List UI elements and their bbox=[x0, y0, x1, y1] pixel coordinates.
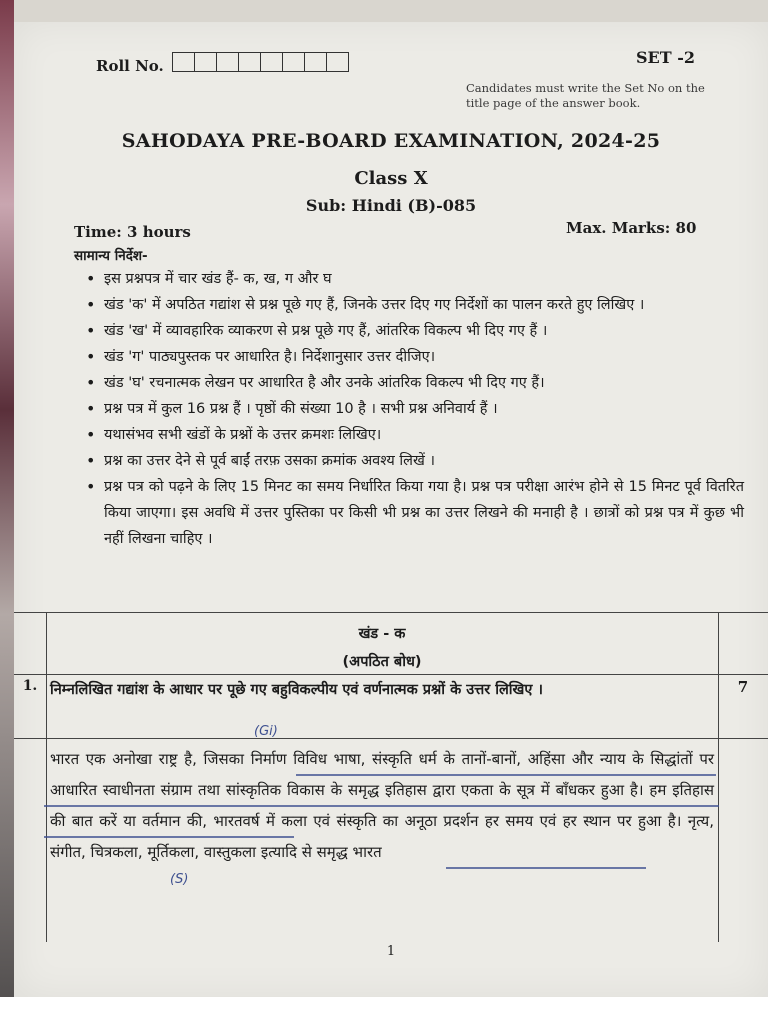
table-rule bbox=[14, 612, 768, 613]
background-edge bbox=[0, 0, 14, 1024]
section-heading bbox=[46, 620, 718, 676]
table-rule bbox=[14, 738, 768, 739]
roll-number-label: Roll No. bbox=[96, 57, 164, 75]
instruction-item: • खंड 'ख' में व्यावहारिक व्याकरण से प्रश्न पूछे गए हैं, आंतरिक विकल्प भी दिए गए हैं । bbox=[74, 318, 744, 344]
max-marks-label: Max. Marks: 80 bbox=[566, 219, 697, 237]
table-rule bbox=[718, 612, 719, 942]
exam-paper bbox=[14, 22, 768, 997]
pen-underline bbox=[44, 836, 294, 838]
question-text: निम्नलिखित गद्यांश के आधार पर पूछे गए बहुविकल्पीय एवं वर्णनात्मक प्रश्नों के उत्तर लिखिए । bbox=[50, 682, 543, 698]
general-instructions-heading: सामान्य निर्देश- bbox=[74, 248, 148, 264]
exam-title: SAHODAYA PRE-BOARD EXAMINATION, 2024-25 bbox=[121, 130, 661, 152]
roll-box bbox=[195, 53, 217, 71]
roll-box bbox=[261, 53, 283, 71]
instruction-item: • प्रश्न का उत्तर देने से पूर्व बाईं तरफ़ उसका क्रमांक अवश्य लिखें । bbox=[74, 448, 744, 474]
instruction-item: • इस प्रश्नपत्र में चार खंड हैं- क, ख, ग और घ bbox=[74, 266, 744, 292]
roll-box bbox=[217, 53, 239, 71]
pen-underline bbox=[296, 774, 716, 776]
instruction-item: • यथासंभव सभी खंडों के प्रश्नों के उत्तर क्रमशः लिखिए। bbox=[74, 422, 744, 448]
pen-underline bbox=[446, 867, 646, 869]
handwritten-mark: (Gi) bbox=[254, 724, 278, 739]
roll-box bbox=[327, 53, 348, 71]
roll-box bbox=[305, 53, 327, 71]
roll-box bbox=[283, 53, 305, 71]
pen-underline bbox=[44, 805, 719, 807]
instruction-item: • खंड 'घ' रचनात्मक लेखन पर आधारित है और उनके आंतरिक विकल्प भी दिए गए हैं। bbox=[74, 370, 744, 396]
handwritten-mark: (S) bbox=[170, 872, 189, 887]
set-note: Candidates must write the Set No on the title page of the answer book. bbox=[466, 81, 705, 110]
instructions-list bbox=[74, 266, 744, 552]
question-number: 1. bbox=[22, 678, 38, 694]
roll-box bbox=[239, 53, 261, 71]
subject-label: Sub: Hindi (B)-085 bbox=[305, 196, 477, 215]
page-number: 1 bbox=[386, 944, 396, 959]
section-title: खंड - क bbox=[358, 626, 406, 642]
instruction-item: • खंड 'ग' पाठ्यपुस्तक पर आधारित है। निर्देशानुसार उत्तर दीजिए। bbox=[74, 344, 744, 370]
question-marks: 7 bbox=[737, 678, 749, 696]
class-label: Class X bbox=[354, 168, 428, 189]
background-bottom bbox=[0, 997, 768, 1024]
instruction-item: • खंड 'क' में अपठित गद्यांश से प्रश्न पूछे गए हैं, जिनके उत्तर दिए गए निर्देशों का पालन करते हुए लिखिए । bbox=[74, 292, 744, 318]
roll-box bbox=[173, 53, 195, 71]
passage-text: भारत एक अनोखा राष्ट्र है, जिसका निर्माण विविध भाषा, संस्कृति धर्म के तानों-बानों, अहिंसा और न्याय के सिद्धांतों पर आधारित स्वाधीनता संग्राम तथा सांस्कृतिक विकास के समृद्ध इतिहास द्वारा एकता के सूत्र में बाँधकर हुआ है। हम इतिहास की बात करें या वर्तमान की, भारतवर्ष में कला एवं संस्कृति का अनूठा प्रदर्शन हर समय एवं हर स्थान पर हुआ है। नृत्य, संगीत, चित्रकला, मूर्तिकला, वास्तुकला इत्यादि से समृद्ध भारत bbox=[50, 750, 714, 861]
instruction-item: • प्रश्न पत्र को पढ़ने के लिए 15 मिनट का समय निर्धारित किया गया है। प्रश्न पत्र परीक्षा आरंभ होने से 15 मिनट पूर्व वितरित किया जाएगा। इस अवधि में उत्तर पुस्तिका पर किसी भी प्रश्न का उत्तर लिखने की मनाही है । छात्रों को प्रश्न पत्र में कुछ भी नहीं लिखना चाहिए । bbox=[74, 474, 744, 552]
instruction-item: • प्रश्न पत्र में कुल 16 प्रश्न हैं । पृष्ठों की संख्या 10 है । सभी प्रश्न अनिवार्य हैं । bbox=[74, 396, 744, 422]
section-subtitle: (अपठित बोध) bbox=[342, 654, 422, 670]
time-label: Time: 3 hours bbox=[74, 223, 191, 241]
roll-number-boxes bbox=[172, 52, 349, 72]
set-number: SET -2 bbox=[636, 48, 695, 67]
